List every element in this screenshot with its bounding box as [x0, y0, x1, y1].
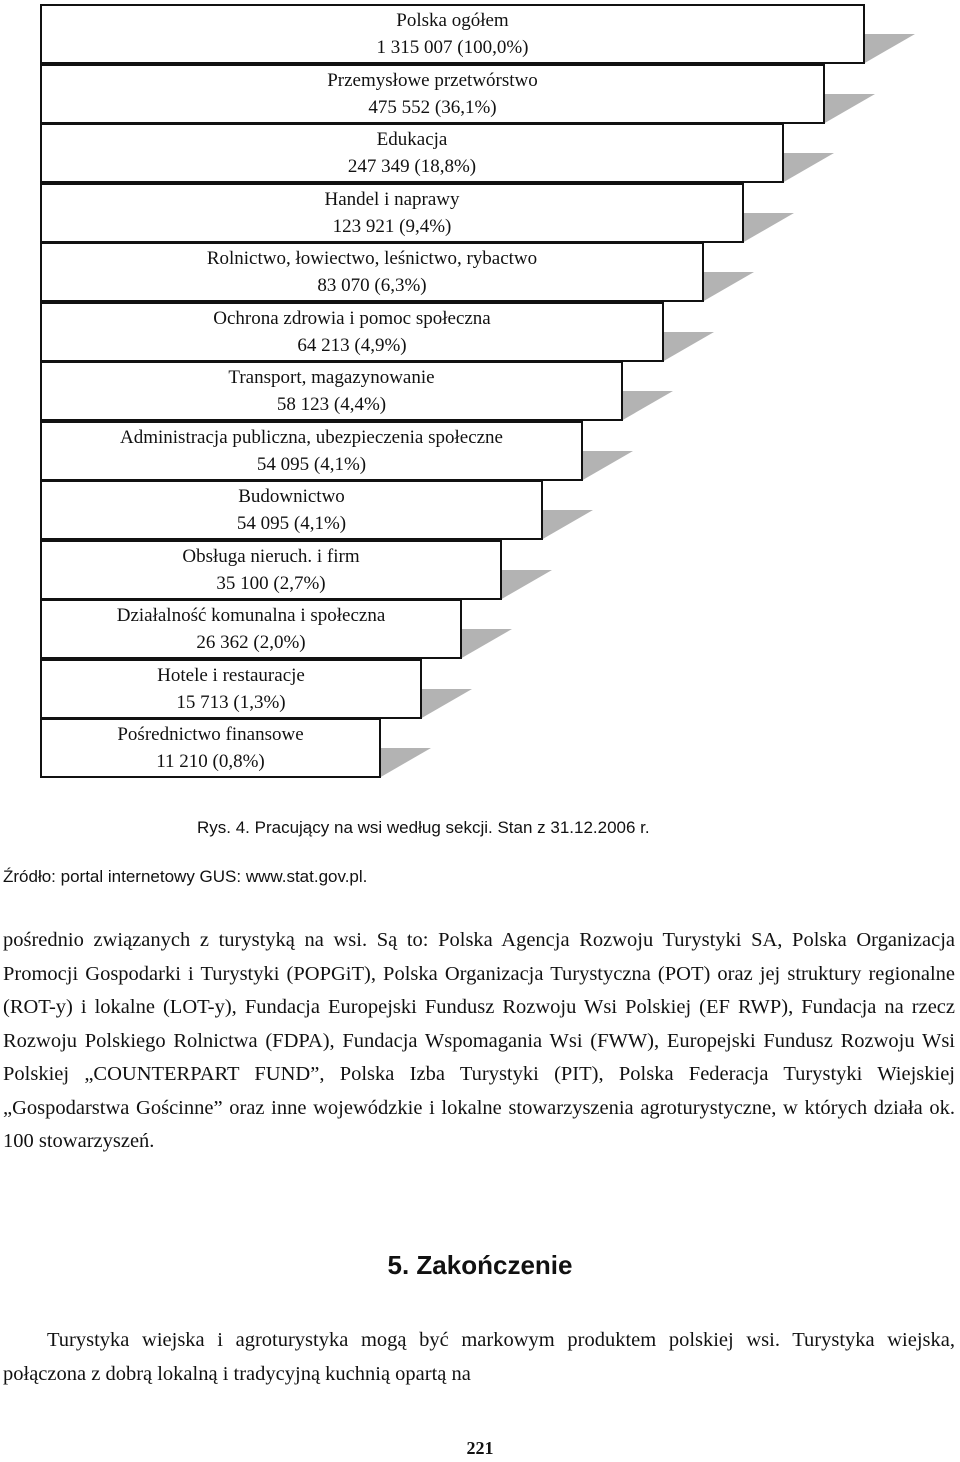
box-label: Transport, magazynowanie: [228, 367, 435, 388]
diagram-box: [40, 302, 664, 362]
box-value: 123 921 (9,4%): [332, 216, 452, 237]
box-value: 35 100 (2,7%): [216, 573, 326, 594]
diagram-box: [40, 123, 784, 183]
diagram-box: [40, 540, 502, 600]
diagram-box: [40, 361, 623, 421]
box-label: Obsługa nieruch. i firm: [182, 546, 360, 567]
box-shadow-shape: [379, 718, 439, 778]
box-label: Edukacja: [376, 129, 448, 150]
box-label: Pośrednictwo finansowe: [117, 724, 304, 745]
diagram-box: [40, 480, 543, 540]
box-value: 58 123 (4,4%): [276, 394, 387, 415]
page-number: 221: [466, 1438, 494, 1458]
box-label: Ochrona zdrowia i pomoc społeczna: [213, 308, 491, 329]
box-shadow-shape: [420, 659, 480, 719]
box-label: Administracja publiczna, ubezpieczenia społeczne: [120, 427, 503, 448]
diagram-box: [40, 421, 583, 481]
diagram-box: [40, 718, 381, 778]
box-value: 26 362 (2,0%): [196, 632, 306, 653]
diagram-box: [40, 64, 825, 124]
box-value: 54 095 (4,1%): [236, 513, 347, 534]
box-shadow-shape: [581, 421, 641, 481]
box-label: Polska ogółem: [396, 10, 509, 31]
box-shadow-shape: [500, 540, 560, 600]
box-label: Rolnictwo, łowiectwo, leśnictwo, rybactwo: [206, 248, 538, 269]
box-value: 247 349 (18,8%): [347, 156, 477, 177]
diagram-box: [40, 183, 744, 243]
box-shadow-shape: [541, 480, 601, 540]
section-heading: 5. Zakończenie: [387, 1250, 573, 1280]
box-shadow-shape: [823, 64, 883, 124]
box-label: Hotele i restauracje: [157, 665, 305, 686]
diagram-box: [40, 4, 865, 64]
box-shadow-shape: [662, 302, 722, 362]
box-shadow-shape: [782, 123, 842, 183]
box-value: 15 713 (1,3%): [176, 692, 286, 713]
box-label: Budownictwo: [238, 486, 345, 507]
box-label: Handel i naprawy: [324, 189, 460, 210]
box-value: 475 552 (36,1%): [368, 97, 497, 118]
box-shadow-shape: [460, 599, 520, 659]
box-value: 64 213 (4,9%): [297, 335, 407, 356]
figure-source: Źródło: portal internetowy GUS: www.stat.gov.pl.: [3, 867, 368, 886]
box-value: 54 095 (4,1%): [256, 454, 367, 475]
box-label: Przemysłowe przetwórstwo: [327, 70, 538, 91]
box-value: 1 315 007 (100,0%): [376, 37, 529, 58]
box-shadow-shape: [702, 242, 762, 302]
box-label: Działalność komunalna i społeczna: [116, 605, 386, 626]
box-value: 11 210 (0,8%): [156, 751, 265, 772]
box-shadow-shape: [863, 4, 923, 64]
box-shadow-shape: [621, 361, 681, 421]
box-shadow-shape: [742, 183, 802, 243]
figure-caption: Rys. 4. Pracujący na wsi według sekcji. Stan z 31.12.2006 r.: [197, 818, 650, 837]
box-value: 83 070 (6,3%): [317, 275, 427, 296]
diagram-box: [40, 599, 462, 659]
diagram-box: [40, 242, 704, 302]
diagram-box: [40, 659, 422, 719]
body-paragraph: pośrednio związanych z turystyką na wsi. Są to: Polska Agencja Rozwoju Turystyki SA, Polska Organizacja Promocji Gospodarki i Turystyki (POPGiT), Polska Organizacja Turystyczna (POT) oraz jej struktury regionalne (ROT-y) i lokalne (LOT-y), Fundacja Europejski Fundusz Rozwoju Wsi Polskiej (EF RWP), Fundacja na rzecz Rozwoju Polskiego Rolnictwa (FDPA), Fundacja Wspomagania Wsi (FWW), Europejski Fundusz Rozwoju Wsi Polskiej „COUNTERPART FUND”, Polska Izba Turystyki (PIT), Polska Federacja Turystyki Wiejskiej „Gospodarstwa Gościnne” oraz inne wojewódzkie i lokalne stowarzyszenia agroturystyczne, w których działa ok. 100 stowarzyszeń.: [3, 929, 955, 1152]
closing-paragraph: Turystyka wiejska i agroturystyka mogą być markowym produktem polskiej wsi. Turystyka wiejska, połączona z dobrą lokalną i tradycyjną kuchnią opartą na: [3, 1329, 955, 1385]
